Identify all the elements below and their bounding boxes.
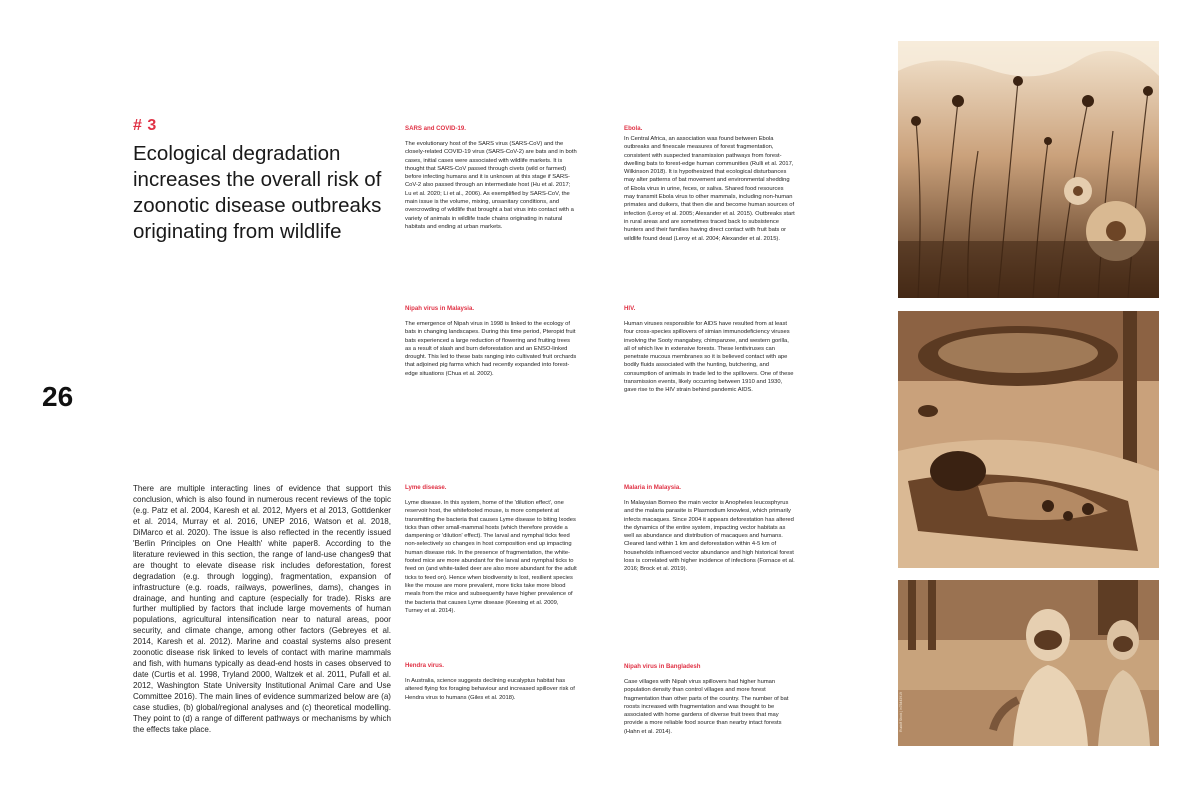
article-body: Human viruses responsible for AIDS have resulted from at least four cross-species spillovers of simian immunodeficiency viruses involving the Sooty mangabey, chimpanzee, and western gorilla, all of which live in extensive forests. These lentiviruses can penetrate mucous membranes so it is believed contact with ape bodily fluids associated with the hunting, butchering, and consumption of animals in trade led to the spillovers. One of these transmission events, likely occurring between 1910 and 1930, gave rise to the HIV strain behind pandemic AIDS. [624, 321, 794, 394]
article-heading: Nipah virus in Bangladesh [624, 663, 701, 670]
article-nipah-malaysia [405, 305, 577, 378]
article-body: Case villages with Nipah virus spillovers had higher human population density than control villages and more forest fragmentation than other parts of the country. The number of bat roosts increased with fragmentation and was thought to be associated with home gardens of diverse fruit trees that may provide a more reliable food source than nearby intact forests (Hahn et al. 2014). [624, 679, 789, 735]
article-body: In Australia, science suggests declining eucalyptus habitat has altered flying fox foraging behaviour and increased spillover risk of Hendra virus to humans (Giles et al. 2018). [405, 678, 575, 701]
article-lyme [405, 484, 577, 615]
article-heading: Malaria in Malaysia. [624, 484, 681, 491]
article-heading: Hendra virus. [405, 662, 444, 669]
article-body: In Malaysian Borneo the main vector is Anopheles leucosphyrus and the malaria parasite is Plasmodium knowlesi, which primarily infects macaques. Since 2004 it appears deforestation has altered the dynamics of the entire system, impacting vector habitats as well as abundance and distribution of macaques and humans. Cleared land within 1 km and deforestation within 4-5 km of households influenced vector abundance and high historical forest loss is correlated with higher incidence of infections (Fornace et al. 2016; Brock et al. 2019). [624, 500, 795, 573]
article-body: Lyme disease. In this system, home of the 'dilution effect', one reservoir host, the whitefooted mouse, is more competent at transmitting the bacteria that causes Lyme disease to biting Ixodes ticks than other small-mammal hosts (which therefore provide a dampening or 'dilution' effect). The larval and nymphal ticks feed non-selectively so changes in host composition end up impacting human disease risk. In the presence of fragmentation, the white-footed mice are more abundant for the larval and nymphal ticks to feed on (and white-tailed deer are also more abundant for the adult ticks to feed on). Hence when biodiversity is lost, resilient species like the mouse are more prevalent, more ticks take more blood meals from the mice and subsequently have higher prevalence of the bacteria that causes Lyme disease (Keesing et al. 2009, Turney et al. 2014). [405, 500, 577, 614]
photo-person-resting [898, 311, 1159, 568]
page-headline: Ecological degradation increases the overall risk of zoonotic disease outbreaks originating from wildlife [133, 142, 382, 243]
intro-paragraph: There are multiple interacting lines of evidence that support this conclusion, which is also found in numerous recent reviews of the topic (e.g. Patz et al. 2004, Karesh et al. 2012, Myers et al 2013, Gottdenker et al. 2014, Murray et al. 2016, UNEP 2016, Watson et al. 2018, DiMarco et al. 2020). The issue is also reflected in the recently issued 'Berlin Principles on One Health' white paper8. According to the literature reviewed in this section, the range of land-use changes9 that are thought to elevate disease risk includes deforestation, forest degradation (e.g. through logging), fragmentation, expansion of infrastructure (e.g. roads, railways, powerlines, dams), changes in drainage, and hunting and capture (especially for trade). Risks are further multiplied by factors that include large movements of human populations, agricultural intensification near to natural areas, poor security, and climate change, among other factors (Gebreyes et al. 2014, Karesh et al. 2012). Marine and coastal systems also present zoonotic disease risk linked to levels of contact with marine mammals and fish, with humans typically as dead-end hosts in cases observed to date (Curtis et al. 1998, Tryland 2000, Waltzek et al. 2011, Pufall et al. 2012, Washington State University Institutional Animal Care and Use Committee 2016). The main lines of evidence summarized below are (a) case studies, (b) global/regional analyses and (c) theoretical modelling. They point to (d) a range of different pathways or mechanisms by which the effects take place. [133, 484, 391, 734]
page-number: 26 [42, 381, 74, 412]
article-hiv [624, 305, 796, 395]
article-heading: SARS and COVID-19. [405, 125, 466, 132]
article-malaria [624, 484, 796, 574]
article-sars [405, 125, 577, 231]
photo-credit [899, 690, 913, 742]
article-nipah-bangladesh [624, 663, 796, 736]
article-heading: Nipah virus in Malaysia. [405, 305, 475, 312]
photo-meadow [898, 41, 1159, 298]
article-heading: Ebola. [624, 125, 643, 132]
article-body: In Central Africa, an association was found between Ebola outbreaks and finescale measures of forest fragmentation, consistent with suspected transmission pathways from forest-dwelling bats to forest-edge human communities (Rulli et al. 2017, Wilkinson 2018). It is hypothesized that ecological disturbances may alter patterns of bat movement and environmental shedding of Ebola virus in urine, feces, or saliva. Shared food resources may transmit Ebola virus to other mammals, including non-human primates and duikers, that then die and become human sources of infection (Leroy et al. 2005; Alexander et al. 2015). Outbreaks start in rural areas and are sometimes traced back to subsistence hunters and their families having direct contact with fruit bats or wildlife found dead (Leroy et al. 2004; Alexander et al. 2015). [624, 136, 795, 242]
section-number: # 3 [133, 117, 157, 134]
article-heading: HIV. [624, 305, 636, 312]
article-hendra [405, 662, 577, 702]
article-body: The emergence of Nipah virus in 1998 is linked to the ecology of bats in changing landscapes. During this time period, Pteropid fruit bats experienced a large reduction of flowering and fruiting trees as a result of slash and burn deforestation and an ENSO-linked drought. This led to these bats ranging into cultivated fruit orchards that adjoined pig farms which had recently expanded into forest-edge situations (Chua et al. 2002). [405, 321, 577, 377]
article-heading: Lyme disease. [405, 484, 447, 491]
article-body: The evolutionary host of the SARS virus (SARS-CoV) and the closely-related COVID-19 virus (SARS-CoV-2) are bats and in both cases, initial cases were associated with wildlife markets. It is thought that SARS-CoV passed through civets (wild or farmed) before infecting humans and it is unknown at this stage if SARS-CoV-2 also passed through an intermediate host (Hu et al. 2017; Lu et al. 2020; Li et al., 2006). As exemplified by SARS-CoV, the main issue is the volume, mixing, unsanitary conditions, and overcrowding of wildlife that brought a bat virus into contact with a variety of animals in wildlife trade chains originating in natural habitats and ending at urban markets. [405, 141, 577, 230]
article-ebola [624, 125, 796, 243]
photo-credit-text: Rudolf Stock | in78443919 [898, 692, 903, 732]
photo-protective-suits [898, 580, 1159, 746]
